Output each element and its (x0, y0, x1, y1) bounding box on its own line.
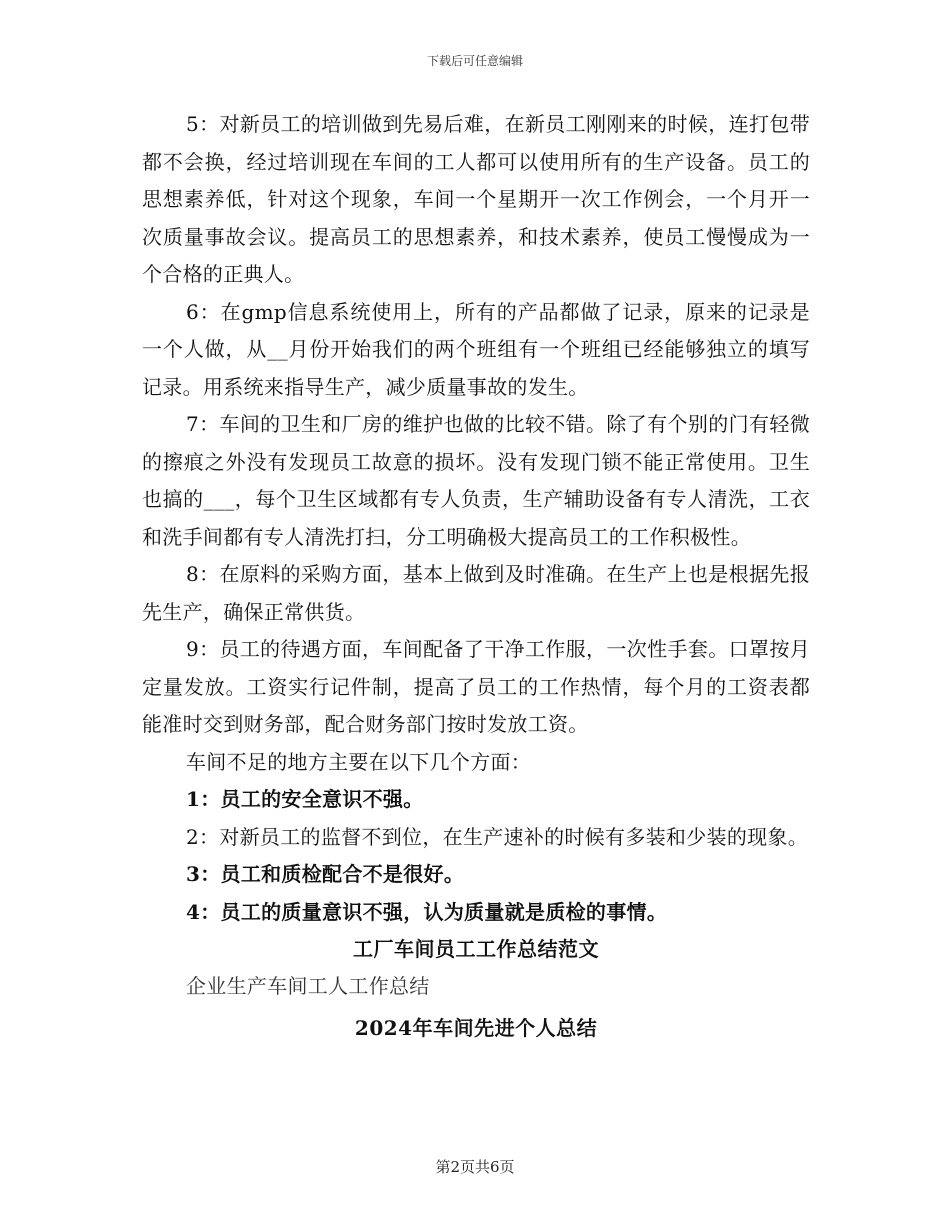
related-title-1: 工厂车间员工工作总结范文 (353, 937, 599, 961)
shortcoming-2: 2：对新员工的监督不到位，在生产速补的时候有多装和少装的现象。 (186, 824, 809, 849)
paragraph-5: 5：对新员工的培训做到先易后难，在新员工刚刚来的时候，连打包带都不会换，经过培训现在车间的工人都可以使用所有的生产设备。员工的思想素养低，针对这个现象，车间一个星期开一次工作例会，一个月开一次质量事故会议。提高员工的思想素养，和技术素养，使员工慢慢成为一个合格的正典人。 (142, 112, 810, 286)
paragraph-7: 7：车间的卫生和厂房的维护也做的比较不错。除了有个别的门有轻微的擦痕之外没有发现员工故意的损坏。没有发现门锁不能正常使用。卫生也搞的___，每个卫生区域都有专人负责，生产辅助设备有专人清洗，工衣和洗手间都有专人清洗打扫，分工明确极大提高员工的工作积极性。 (142, 412, 810, 549)
shortcomings-intro: 车间不足的地方主要在以下几个方面： (186, 749, 532, 774)
page-footer: 第2页共6页 (435, 1158, 515, 1176)
paragraph-6: 6：在gmp信息系统使用上，所有的产品都做了记录，原来的记录是一个人做，从__月份开始我们的两个班组有一个班组已经能够独立的填写记录。用系统来指导生产，减少质量事故的发生。 (142, 299, 810, 399)
related-title-3: 2024年车间先进个人总结 (354, 1015, 598, 1040)
shortcoming-3: 3：员工和质检配合不是很好。 (186, 862, 465, 886)
page-header: 下载后可任意编辑 (426, 54, 523, 68)
paragraph-8: 8：在原料的采购方面，基本上做到及时准确。在生产上也是根据先报先生产，确保正常供货。 (142, 562, 810, 624)
shortcoming-4: 4：员工的质量意识不强，认为质量就是质检的事情。 (186, 899, 668, 924)
shortcoming-1: 1：员工的安全意识不强。 (186, 787, 424, 811)
paragraph-9: 9：员工的待遇方面，车间配备了干净工作服，一次性手套。口罩按月定量发放。工资实行记件制，提高了员工的工作热情，每个月的工资表都能准时交到财务部，配合财务部门按时发放工资。 (142, 637, 810, 736)
document-body (142, 106, 810, 1047)
related-line-2: 企业生产车间工人工作总结 (186, 974, 430, 998)
